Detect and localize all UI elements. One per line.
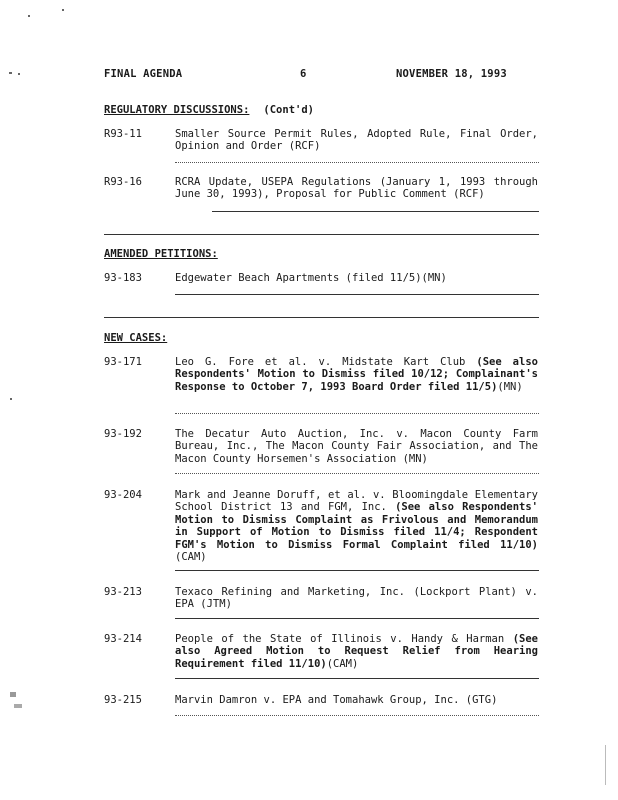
section-rule	[104, 234, 539, 235]
section-heading: AMENDED PETITIONS:	[104, 248, 218, 260]
agenda-title: FINAL AGENDA	[104, 68, 183, 80]
page-number: 6	[300, 68, 307, 80]
section-heading: NEW CASES:	[104, 332, 168, 344]
item-number: 93-171	[104, 356, 142, 368]
item-rule	[175, 715, 539, 716]
item-description: The Decatur Auto Auction, Inc. v. Macon County Farm Bureau, Inc., The Macon County Fair Association, and The Macon County Horsemen's Association (MN)	[175, 428, 538, 465]
item-number: 93-183	[104, 272, 142, 284]
item-number: R93-16	[104, 176, 142, 188]
item-description	[175, 356, 538, 393]
scan-speck	[62, 9, 64, 11]
section-heading: REGULATORY DISCUSSIONS:	[104, 104, 250, 116]
section-amended-petitions	[104, 248, 218, 260]
section-new-cases	[104, 332, 167, 344]
case-initials: (CAM)	[326, 657, 359, 670]
item-rule	[175, 570, 539, 571]
item-number: 93-214	[104, 633, 142, 645]
case-motion-note: (See also Respondents' Motion to Dismiss filed 10/12; Complainant's Response to October 7, 1993 Board Order filed 11/5)	[175, 356, 538, 393]
case-title: Mark and Jeanne Doruff, et al. v. Bloomingdale Elementary School District 13 and FGM, Inc.	[175, 489, 538, 514]
item-rule	[175, 294, 539, 295]
scan-speck	[14, 704, 22, 708]
item-rule	[175, 618, 539, 619]
scan-edge-mark	[605, 745, 606, 785]
item-rule	[175, 473, 539, 474]
case-initials: (MN)	[497, 380, 523, 393]
item-number: 93-192	[104, 428, 142, 440]
case-title: Leo G. Fore et al. v. Midstate Kart Club	[175, 356, 466, 368]
item-description: Texaco Refining and Marketing, Inc. (Lockport Plant) v. EPA (JTM)	[175, 586, 538, 611]
item-description: Smaller Source Permit Rules, Adopted Rule, Final Order, Opinion and Order (RCF)	[175, 128, 538, 153]
item-rule	[175, 162, 539, 163]
item-number: 93-204	[104, 489, 142, 501]
meeting-date: NOVEMBER 18, 1993	[396, 68, 507, 80]
scan-speck	[28, 15, 30, 17]
scan-speck	[18, 73, 20, 75]
item-description: Edgewater Beach Apartments (filed 11/5)(MN)	[175, 272, 447, 284]
item-description: RCRA Update, USEPA Regulations (January 1, 1993 through June 30, 1993), Proposal for Public Comment (RCF)	[175, 176, 538, 201]
item-number: R93-11	[104, 128, 142, 140]
item-description: Marvin Damron v. EPA and Tomahawk Group, Inc. (GTG)	[175, 694, 498, 706]
section-rule	[104, 317, 539, 318]
section-continued: (Cont'd)	[263, 104, 314, 116]
case-initials: (CAM)	[175, 551, 207, 564]
case-motion-note: (See also Respondents' Motion to Dismiss Complaint as Frivolous and Memorandum in Support of Motion to Dismiss filed 11/4; Respondent FGM's Motion to Dismiss Formal Complaint filed 11/10)	[175, 501, 538, 551]
item-rule	[212, 211, 539, 212]
item-description	[175, 633, 538, 670]
item-number: 93-213	[104, 586, 142, 598]
item-rule	[175, 413, 539, 414]
scan-speck	[10, 398, 12, 400]
case-motion-note: (See also Agreed Motion to Request Relief from Hearing Requirement filed 11/10)	[175, 633, 538, 670]
section-regulatory-discussions	[104, 104, 314, 116]
item-description	[175, 489, 538, 563]
scan-speck	[10, 692, 16, 697]
scan-speck	[9, 72, 12, 74]
case-title: People of the State of Illinois v. Handy & Harman	[175, 633, 505, 645]
item-number: 93-215	[104, 694, 142, 706]
item-rule	[175, 678, 539, 679]
